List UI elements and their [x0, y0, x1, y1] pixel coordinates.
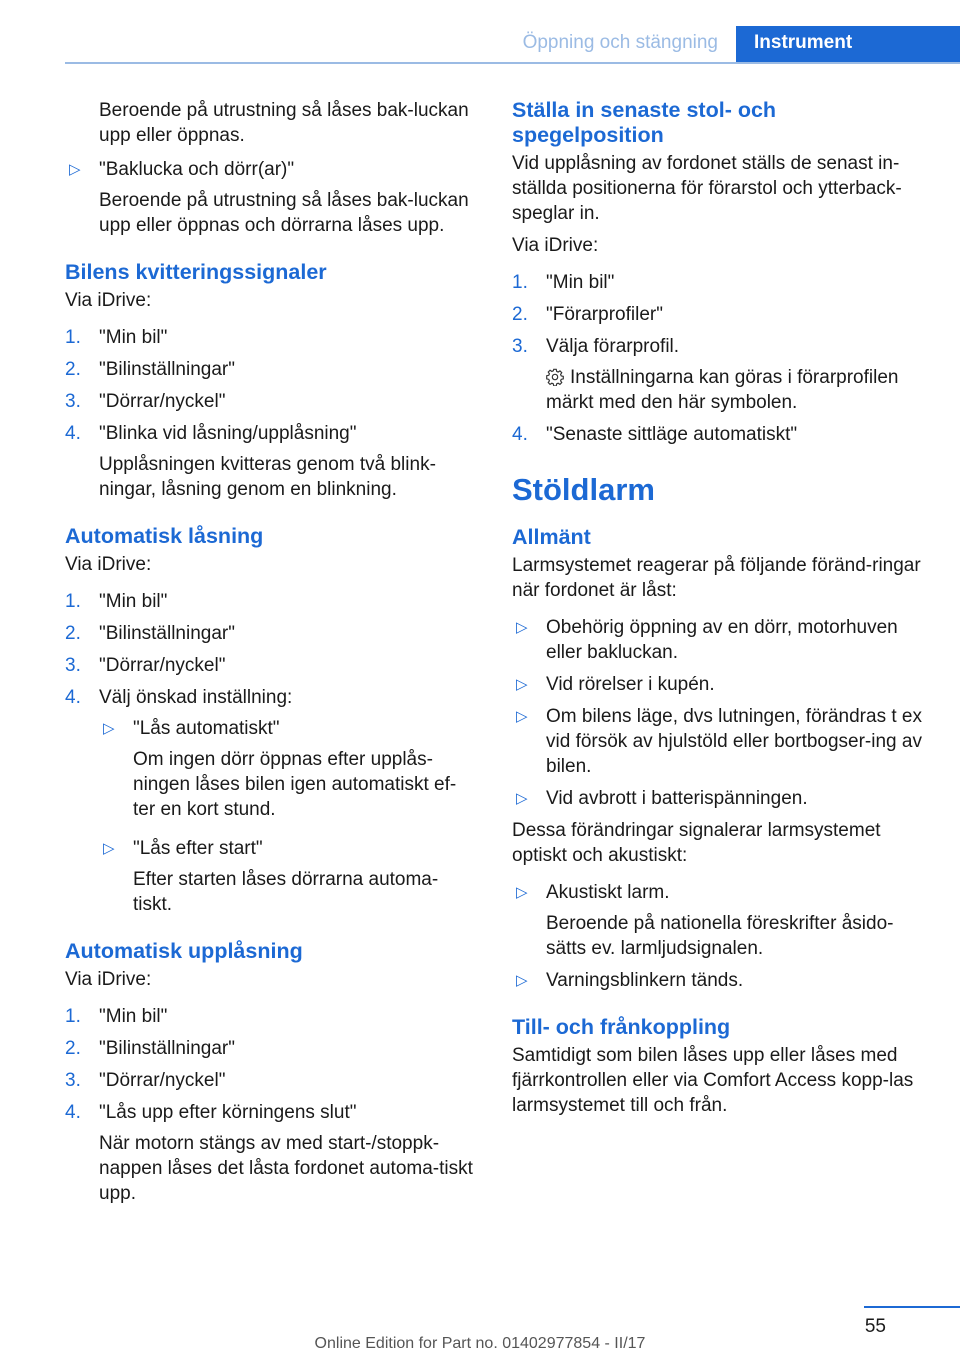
- bullet-triangle-icon: ▷: [69, 161, 81, 178]
- paragraph: Dessa förändringar signalerar larmsystemet optiskt och akustiskt:: [512, 820, 881, 866]
- paragraph: Samtidigt som bilen låses upp eller låses med fjärrkontrollen eller via Comfort Access kopp-las larmsystemet till och från.: [512, 1045, 914, 1116]
- footer-divider: [864, 1306, 960, 1308]
- list-item: 3. Välja förarprofil. Inställningarna kan göras i förarprofilen märkt med den här symbolen.: [512, 334, 927, 415]
- section-title: Allmänt: [512, 525, 591, 549]
- list-item: 1. "Min bil": [65, 327, 168, 348]
- numbered-list: [65, 589, 475, 917]
- list-item: 2. "Bilinställningar": [65, 359, 235, 380]
- right-column: [512, 98, 927, 1125]
- list-item-label: "Baklucka och dörr(ar)": [99, 159, 295, 180]
- bullet-list: [512, 880, 927, 993]
- numbered-list: [65, 325, 475, 502]
- paragraph: Larmsystemet reagerar på följande föränd-ringar när fordonet är låst:: [512, 555, 921, 601]
- footer-edition: Online Edition for Part no. 01402977854 - II/17: [314, 1335, 646, 1352]
- list-item: ▷ Varningsblinkern tänds.: [516, 970, 744, 991]
- list-item: 3. "Dörrar/nyckel": [65, 391, 226, 412]
- list-item: 2. "Bilinställningar": [65, 623, 235, 644]
- chapter-title: Stöldlarm: [512, 472, 655, 507]
- list-item: 1. "Min bil": [65, 591, 168, 612]
- header-chapter-tab: Instrument: [736, 26, 960, 62]
- bullet-triangle-icon: ▷: [103, 720, 115, 737]
- list-item: 2. "Bilinställningar": [65, 1038, 235, 1059]
- list-item: 1. "Min bil": [65, 1006, 168, 1027]
- via-label: Via iDrive:: [65, 969, 152, 990]
- paragraph: Vid upplåsning av fordonet ställs de senast in-ställda positionerna för förarstol och ytterback-speglar in.: [512, 153, 902, 224]
- intro-text: Beroende på utrustning så låses bak-luckan upp eller öppnas.: [99, 100, 469, 146]
- list-item: 1. "Min bil": [512, 272, 615, 293]
- numbered-list: [512, 270, 927, 447]
- list-item: ▷ Obehörig öppning av en dörr, motorhuven eller bakluckan.: [516, 617, 898, 663]
- list-item: [65, 157, 475, 238]
- list-item-desc: Beroende på nationella föreskrifter åsido-sätts ev. larmljudsignalen.: [546, 913, 894, 959]
- list-item: ▷ Om bilens läge, dvs lutningen, förändras t ex vid försök av hjulstöld eller bortbogser-ing av bilen.: [516, 706, 922, 777]
- list-item: 2. "Förarprofiler": [512, 304, 663, 325]
- list-item: 3. "Dörrar/nyckel": [65, 1070, 226, 1091]
- list-item: ▷ Vid rörelser i kupén.: [516, 674, 715, 695]
- via-label: Via iDrive:: [65, 290, 152, 311]
- list-item: ▷ Akustiskt larm. Beroende på nationella föreskrifter åsido-sätts ev. larmljudsignalen.: [512, 880, 927, 961]
- bullet-triangle-icon: ▷: [516, 676, 528, 693]
- list-item: ▷ Vid avbrott i batterispänningen.: [516, 788, 808, 809]
- gear-icon: [546, 368, 564, 386]
- bullet-triangle-icon: ▷: [516, 972, 528, 989]
- page-number: 55: [864, 1316, 886, 1337]
- bullet-triangle-icon: ▷: [516, 884, 528, 901]
- via-label: Via iDrive:: [65, 554, 152, 575]
- list-item: 4. Välj önskad inställning: ▷ "Lås automatiskt" Om ingen dörr öppnas efter upplås-ningen låses bilen igen automatiskt ef-ter en kort stund. ▷ "Lås efter start" Efter starten låses dörrarna automa-tiskt.: [65, 685, 475, 917]
- list-item-desc: Beroende på utrustning så låses bak-luckan upp eller öppnas och dörrarna låses upp.: [99, 190, 469, 236]
- bullet-triangle-icon: ▷: [516, 619, 528, 636]
- section-title: Till- och frånkoppling: [512, 1015, 731, 1039]
- bullet-list: [512, 615, 927, 811]
- nested-list-item: ▷ "Lås efter start" Efter starten låses dörrarna automa-tiskt.: [103, 838, 439, 915]
- numbered-list: [65, 1004, 475, 1206]
- list-item-desc: Upplåsningen kvitteras genom två blink-ningar, låsning genom en blinkning.: [99, 454, 436, 500]
- list-item: 4. "Blinka vid låsning/upplåsning" Upplåsningen kvitteras genom två blink-ningar, låsning genom en blinkning.: [65, 421, 475, 502]
- list-item: 4. "Lås upp efter körningens slut" När motorn stängs av med start-/stoppk-nappen låses det låsta fordonet automa-tiskt upp.: [65, 1100, 475, 1206]
- nested-list-item: ▷ "Lås automatiskt" Om ingen dörr öppnas efter upplås-ningen låses bilen igen automatiskt ef-ter en kort stund.: [103, 718, 457, 820]
- section-title: Automatisk låsning: [65, 524, 264, 548]
- list-item: 4. "Senaste sittläge automatiskt": [512, 424, 798, 445]
- bullet-triangle-icon: ▷: [516, 790, 528, 807]
- section-title: Ställa in senaste stol- och spegelposition: [512, 98, 777, 147]
- left-column: [65, 98, 475, 1213]
- bullet-triangle-icon: ▷: [103, 840, 115, 857]
- profile-note: Inställningarna kan göras i förarprofilen märkt med den här symbolen.: [546, 367, 899, 413]
- header-divider: [65, 62, 960, 64]
- via-label: Via iDrive:: [512, 235, 599, 256]
- header-section-title: Öppning och stängning: [522, 32, 718, 53]
- section-title: Automatisk upplåsning: [65, 939, 303, 963]
- list-item-desc: När motorn stängs av med start-/stoppk-nappen låses det låsta fordonet automa-tiskt upp.: [99, 1133, 473, 1204]
- bullet-triangle-icon: ▷: [516, 708, 528, 725]
- section-title: Bilens kvitteringssignaler: [65, 260, 327, 284]
- list-item: 3. "Dörrar/nyckel": [65, 655, 226, 676]
- list-item: [65, 98, 475, 148]
